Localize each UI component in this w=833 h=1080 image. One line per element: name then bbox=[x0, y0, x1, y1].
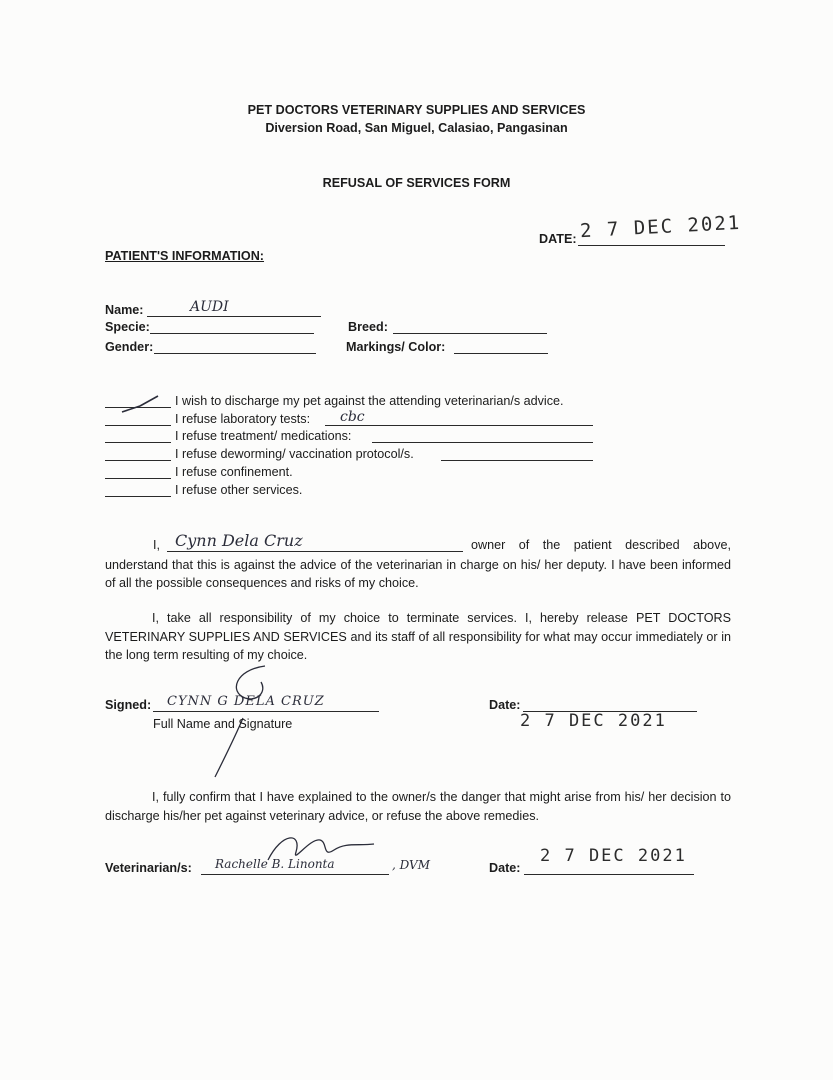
company-name: PET DOCTORS VETERINARY SUPPLIES AND SERVICES bbox=[247, 103, 586, 117]
option-text-5: I refuse confinement. bbox=[175, 465, 293, 479]
option-blank-4 bbox=[105, 460, 171, 461]
option-detail-line-3 bbox=[372, 442, 593, 443]
gender-line bbox=[154, 353, 316, 354]
statement-prefix: I, bbox=[153, 538, 160, 552]
option-detail-line-4 bbox=[441, 460, 593, 461]
breed-label: Breed: bbox=[348, 320, 388, 334]
option-blank-3 bbox=[105, 442, 171, 443]
veterinarian-title: , DVM bbox=[392, 858, 430, 872]
option-text-4: I refuse deworming/ vaccination protocol/s. bbox=[175, 447, 414, 461]
option-text-6: I refuse other services. bbox=[175, 483, 303, 497]
form-title: REFUSAL OF SERVICES FORM bbox=[322, 176, 511, 190]
option-blank-6 bbox=[105, 496, 171, 497]
top-date-label: DATE: bbox=[539, 232, 577, 246]
owner-date-label: Date: bbox=[489, 698, 521, 712]
owner-signature-handwritten: CYNN G DELA CRUZ bbox=[167, 694, 325, 709]
specie-line bbox=[150, 333, 314, 334]
owner-date-value: 2 7 DEC 2021 bbox=[520, 711, 667, 731]
option-detail-2: cbc bbox=[340, 409, 365, 425]
option-blank-5 bbox=[105, 478, 171, 479]
option-blank-2 bbox=[105, 425, 171, 426]
statement-suffix: owner of the patient described above, bbox=[471, 538, 731, 552]
patient-name-value: AUDI bbox=[190, 299, 229, 315]
veterinarian-date-line bbox=[524, 874, 694, 875]
owner-signature-caption: Full Name and Signature bbox=[153, 717, 293, 731]
check-mark-icon bbox=[118, 392, 174, 422]
option-text-3: I refuse treatment/ medications: bbox=[175, 429, 352, 443]
breed-line bbox=[393, 333, 547, 334]
owner-name-line bbox=[167, 551, 463, 552]
veterinarian-name-handwritten: Rachelle B. Linonta bbox=[215, 857, 335, 871]
release-paragraph: I, take all responsibility of my choice to terminate services. I, hereby release PET DOCTORS VETERINARY SUPPLIES AND SERVICES and its staff of all responsibility for what may occur immediately or in the long term resulting of my choice. bbox=[105, 611, 731, 662]
markings-label: Markings/ Color: bbox=[346, 340, 446, 354]
option-text-2: I refuse laboratory tests: bbox=[175, 412, 311, 426]
signed-label: Signed: bbox=[105, 698, 152, 712]
veterinarian-date-label: Date: bbox=[489, 861, 521, 875]
option-detail-line-2 bbox=[325, 425, 593, 426]
patient-section-title: PATIENT'S INFORMATION: bbox=[105, 249, 265, 263]
company-address: Diversion Road, San Miguel, Calasiao, Pangasinan bbox=[265, 121, 568, 135]
gender-label: Gender: bbox=[105, 340, 154, 354]
veterinarian-line bbox=[201, 874, 389, 875]
owner-name-handwritten: Cynn Dela Cruz bbox=[175, 531, 303, 550]
confirm-paragraph: I, fully confirm that I have explained to the owner/s the danger that might arise from his/ her decision to discharge his/her pet against veterinary advice, or refuse the above remedies. bbox=[105, 790, 731, 823]
name-label: Name: bbox=[105, 303, 144, 317]
top-date-line bbox=[578, 245, 725, 246]
markings-line bbox=[454, 353, 548, 354]
name-line bbox=[147, 316, 321, 317]
veterinarian-label: Veterinarian/s: bbox=[105, 861, 192, 875]
specie-label: Specie: bbox=[105, 320, 150, 334]
top-date-value: 2 7 DEC 2021 bbox=[579, 211, 742, 243]
statement-continued: understand that this is against the advice of the veterinarian in charge on his/ her deputy. I have been informed of all the possible consequences and risks of my choice. bbox=[105, 558, 731, 590]
option-text-1: I wish to discharge my pet against the attending veterinarian/s advice. bbox=[175, 394, 564, 408]
veterinarian-date-value: 2 7 DEC 2021 bbox=[540, 846, 687, 866]
